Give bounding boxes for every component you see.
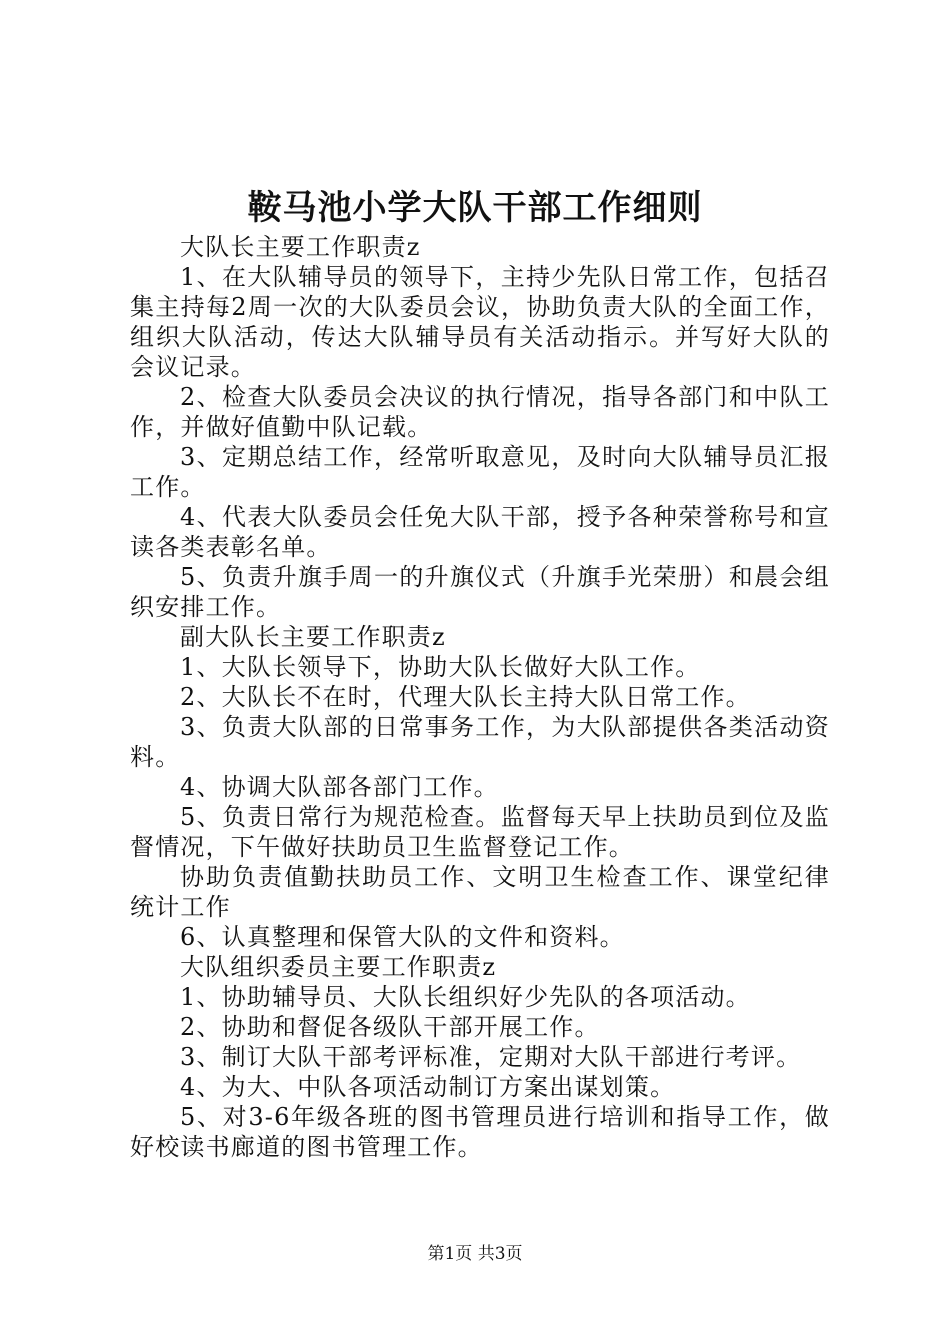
paragraph: 3、负责大队部的日常事务工作，为大队部提供各类活动资料。 [130,713,830,771]
paragraph: 4、协调大队部各部门工作。 [180,773,499,801]
paragraph: 1、大队长领导下，协助大队长做好大队工作。 [180,653,701,681]
paragraph: 大队长主要工作职责z [180,233,421,261]
paragraph: 1、协助辅导员、大队长组织好少先队的各项活动。 [180,983,751,1011]
document-body [130,232,830,1162]
paragraph: 大队组织委员主要工作职责z [180,953,497,981]
page-footer: 第1页 共3页 [427,1244,523,1264]
paragraph: 3、定期总结工作，经常听取意见，及时向大队辅导员汇报工作。 [130,443,830,501]
paragraph: 5、负责升旗手周一的升旗仪式（升旗手光荣册）和晨会组织安排工作。 [130,563,830,621]
paragraph: 1、在大队辅导员的领导下，主持少先队日常工作，包括召集主持每2周一次的大队委员会议，协助负责大队的全面工作，组织大队活动，传达大队辅导员有关活动指示。并写好大队的会议记录。 [130,263,830,381]
paragraph: 5、对3-6年级各班的图书管理员进行培训和指导工作，做好校读书廊道的图书管理工作。 [130,1103,830,1161]
paragraph: 5、负责日常行为规范检查。监督每天早上扶助员到位及监督情况，下午做好扶助员卫生监督登记工作。 [130,803,830,861]
paragraph: 4、为大、中队各项活动制订方案出谋划策。 [180,1073,676,1101]
document-title: 鞍马池小学大队干部工作细则 [247,188,703,228]
paragraph: 2、大队长不在时，代理大队长主持大队日常工作。 [180,683,751,711]
paragraph: 3、制订大队干部考评标准，定期对大队干部进行考评。 [180,1043,802,1071]
paragraph: 2、协助和督促各级队干部开展工作。 [180,1013,600,1041]
paragraph: 2、检查大队委员会决议的执行情况，指导各部门和中队工作，并做好值勤中队记载。 [130,383,830,441]
paragraph: 协助负责值勤扶助员工作、文明卫生检查工作、课堂纪律统计工作 [130,863,830,921]
paragraph: 4、代表大队委员会任免大队干部，授予各种荣誉称号和宣读各类表彰名单。 [130,503,830,561]
paragraph: 6、认真整理和保管大队的文件和资料。 [180,923,625,951]
paragraph: 副大队长主要工作职责z [180,623,446,651]
